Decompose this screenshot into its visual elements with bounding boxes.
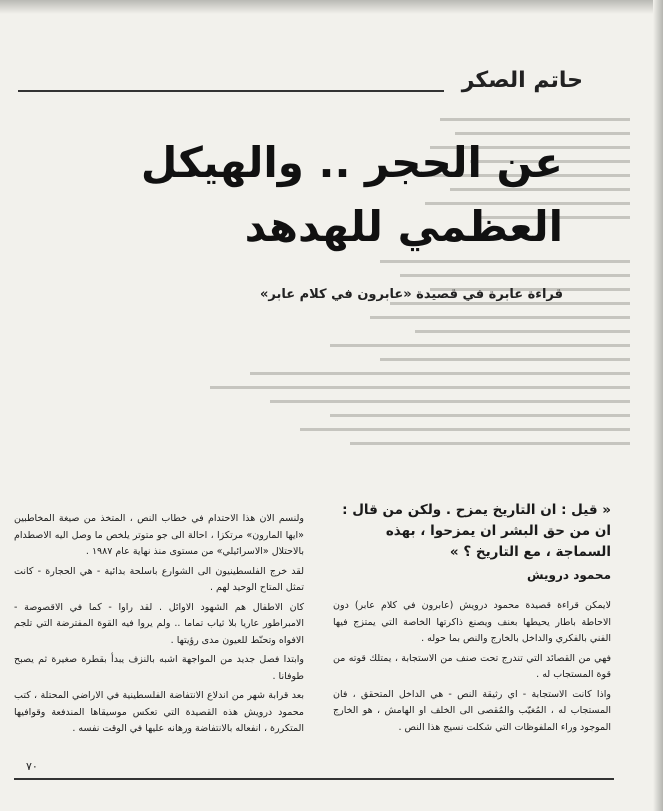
paragraph: واذا كانت الاستجابة - اي رثيقة النص - هي الداخل المتحقق ، فان المستجاب له ، المُغيّب والمُقصى الى الخلف او الهامش ، هو الخارج الموجود وراء الملفوظات التي شكلت نسيج هذا النص . bbox=[333, 688, 611, 733]
page-top-shadow bbox=[0, 0, 663, 14]
paragraph: فهي من القصائد التي تندرج تحت صنف من الاستجابة ، يمتلك قوته من قوة المستجاب له . bbox=[333, 652, 611, 680]
page-right-shadow bbox=[653, 0, 663, 811]
article-title-line-2: العظمي للهدهد bbox=[244, 202, 563, 251]
article-title-line-1: عن الحجر .. والهيكل bbox=[140, 138, 563, 187]
left-text-column bbox=[14, 511, 304, 741]
paragraph: لقد خرج الفلسطينيون الى الشوارع باسلحة بدائية - هي الحجارة - كانت تمثل المتاح الوحيد لهم . bbox=[14, 565, 304, 593]
paragraph: ولنسم الان هذا الاحتدام في خطاب النص ، المتخذ من صيغة المخاطبين «ايها المارون» مرتكزا ، احالة الى جو متوتر يلخص ما وصل اليه الاصطدام بالاحتلال «الاسرائيلي» من مستوى منذ نهاية عام ١٩٨٧ . bbox=[14, 513, 304, 557]
page-number: ٧٠ bbox=[26, 760, 38, 773]
epigraph-author: محمود درويش bbox=[527, 568, 611, 582]
paragraph: لايمكن قراءة قصيدة محمود درويش (عابرون في كلام عابر) دون الاحاطة باطار يحيطها بعنف ويصنع ذاكرتها الخاصة التي يمتزج فيها الفني بالفكري والداخل بالخارج والنص بما حوله . bbox=[333, 600, 611, 644]
epigraph-quote: « قيل : ان التاريخ يمزح . ولكن من قال : ان من حق البشر ان يمزحوا ، بهذه السماجة ، مع التاريخ ؟ » bbox=[342, 502, 611, 560]
article-subtitle: قراءة عابرة في قصيدة «عابرون في كلام عابر» bbox=[260, 287, 563, 302]
paragraph: بعد قرابة شهر من اندلاع الانتفاضة الفلسطينية في الاراضي المحتلة ، كتب محمود درويش هذه القصيدة التي تعكس موسيقاها المندفعة وقوافيها المتكررة ، انفعاله بالانتفاضة ورهانه عليها في الوقت نفسه . bbox=[14, 690, 304, 734]
paragraph: وابتدا فصل جديد من المواجهة اشبه بالنزف يبدأ بقطرة صغيرة ثم يصبح طوفانا . bbox=[14, 654, 304, 682]
right-text-column bbox=[333, 598, 611, 739]
article-author: حاتم الصكر bbox=[461, 68, 583, 93]
footer-divider bbox=[14, 778, 614, 780]
author-divider bbox=[18, 90, 444, 92]
paragraph: كان الاطفال هم الشهود الاوائل . لقد راوا - كما في الاقصوصة - الامبراطور عاريا بلا ثياب تماما .. ولم يروا فيه القوة المفترضة التي تلجم الافواه وتحنّط للعيون مدى رؤيتها . bbox=[14, 601, 304, 646]
